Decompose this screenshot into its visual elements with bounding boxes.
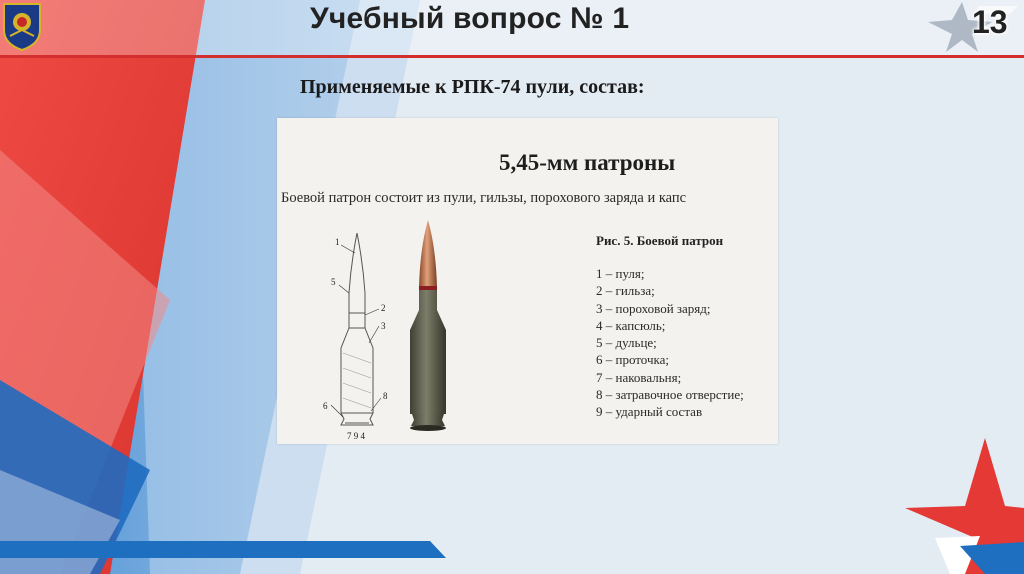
star-icon — [918, 0, 1024, 52]
legend-item: 5 – дульце; — [596, 335, 657, 351]
legend-item: 4 – капсюль; — [596, 317, 666, 333]
slide-title: Учебный вопрос № 1 — [310, 2, 630, 35]
red-star-icon — [905, 438, 1024, 574]
cartridge-diagram — [317, 233, 397, 443]
cartridge-photo — [403, 218, 453, 432]
figure-caption: Рис. 5. Боевой патрон — [596, 233, 724, 248]
slide-number: 13 — [972, 4, 1008, 40]
legend-item: 7 – наковальня; — [596, 369, 682, 385]
footer-stripe — [0, 541, 446, 558]
legend-item: 3 – пороховой заряд; — [596, 300, 711, 316]
legend-item: 8 – затравочное отверстие; — [596, 387, 744, 403]
diagram-label-bottom: 7 9 4 — [347, 431, 365, 441]
figure-heading: 5,45-мм патроны — [499, 150, 676, 175]
legend-item: 9 – ударный состав — [596, 404, 703, 420]
diagram-label-1: 1 — [335, 237, 340, 247]
cartridge-figure — [277, 118, 778, 444]
emblem-logo — [0, 0, 44, 52]
legend-item: 1 – пуля; — [596, 266, 645, 281]
diagram-label-2: 2 — [381, 303, 386, 313]
diagram-label-3: 3 — [381, 321, 386, 331]
diagram-label-5: 5 — [331, 277, 336, 287]
slide-subtitle: Применяемые к РПК-74 пули, состав: — [300, 76, 645, 98]
legend-item: 6 – проточка; — [596, 352, 669, 368]
diagram-label-6: 6 — [323, 401, 328, 411]
figure-intro-text: Боевой патрон состоит из пули, гильзы, порохового заряда и капс — [281, 190, 687, 206]
diagram-label-8: 8 — [383, 391, 388, 401]
legend-item: 2 – гильза; — [596, 283, 655, 299]
figure-legend — [596, 265, 744, 421]
